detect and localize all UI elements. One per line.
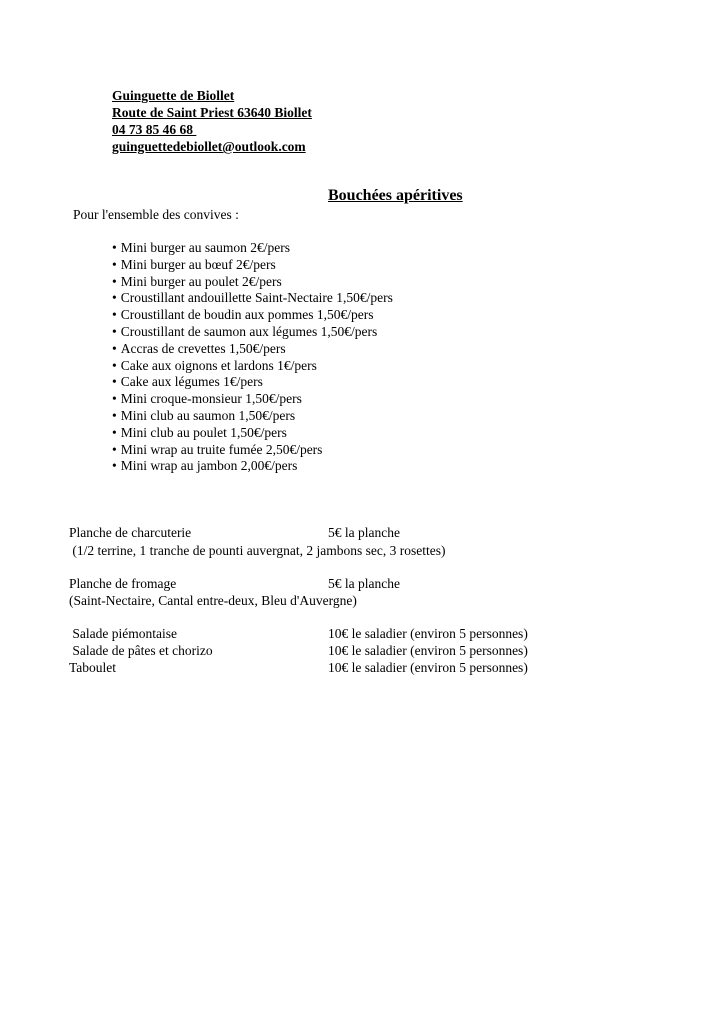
list-item: • Mini club au poulet 1,50€/pers bbox=[112, 425, 393, 442]
salade-price: 10€ le saladier (environ 5 personnes) bbox=[328, 660, 528, 675]
charcuterie-details: (1/2 terrine, 1 tranche de pounti auvergnat, 2 jambons sec, 3 rosettes) bbox=[69, 543, 446, 558]
fromage-details: (Saint-Nectaire, Cantal entre-deux, Bleu d'Auvergne) bbox=[69, 593, 357, 608]
list-item: • Croustillant andouillette Saint-Nectaire 1,50€/pers bbox=[112, 290, 393, 307]
list-item: • Mini burger au saumon 2€/pers bbox=[112, 240, 393, 257]
list-item: • Cake aux oignons et lardons 1€/pers bbox=[112, 358, 393, 375]
list-item: • Mini wrap au truite fumée 2,50€/pers bbox=[112, 442, 393, 459]
salade-name: Salade piémontaise bbox=[69, 626, 177, 641]
list-item: • Croustillant de saumon aux légumes 1,50€/pers bbox=[112, 324, 393, 341]
list-item: • Mini burger au bœuf 2€/pers bbox=[112, 257, 393, 274]
business-address: Route de Saint Priest 63640 Biollet bbox=[112, 105, 312, 120]
intro-text: Pour l'ensemble des convives : bbox=[73, 207, 239, 222]
list-item: • Mini club au saumon 1,50€/pers bbox=[112, 408, 393, 425]
salade-name: Salade de pâtes et chorizo bbox=[69, 643, 213, 658]
list-item: • Mini burger au poulet 2€/pers bbox=[112, 274, 393, 291]
section-title: Bouchées apéritives bbox=[328, 187, 463, 204]
contact-block bbox=[112, 87, 312, 155]
business-email: guinguettedebiollet@outlook.com bbox=[112, 139, 306, 154]
list-item: • Cake aux légumes 1€/pers bbox=[112, 374, 393, 391]
bouchees-list bbox=[112, 240, 393, 475]
salade-name: Taboulet bbox=[69, 660, 117, 675]
fromage-price: 5€ la planche bbox=[328, 576, 400, 591]
list-item: • Mini wrap au jambon 2,00€/pers bbox=[112, 458, 393, 475]
charcuterie-price: 5€ la planche bbox=[328, 525, 400, 540]
list-item: • Croustillant de boudin aux pommes 1,50€/pers bbox=[112, 307, 393, 324]
fromage-name: Planche de fromage bbox=[69, 576, 177, 591]
list-item: • Mini croque-monsieur 1,50€/pers bbox=[112, 391, 393, 408]
list-item: • Accras de crevettes 1,50€/pers bbox=[112, 341, 393, 358]
salade-price: 10€ le saladier (environ 5 personnes) bbox=[328, 626, 528, 641]
business-name: Guinguette de Biollet bbox=[112, 88, 235, 103]
charcuterie-name: Planche de charcuterie bbox=[69, 525, 192, 540]
business-phone: 04 73 85 46 68 bbox=[112, 122, 197, 137]
salade-price: 10€ le saladier (environ 5 personnes) bbox=[328, 643, 528, 658]
